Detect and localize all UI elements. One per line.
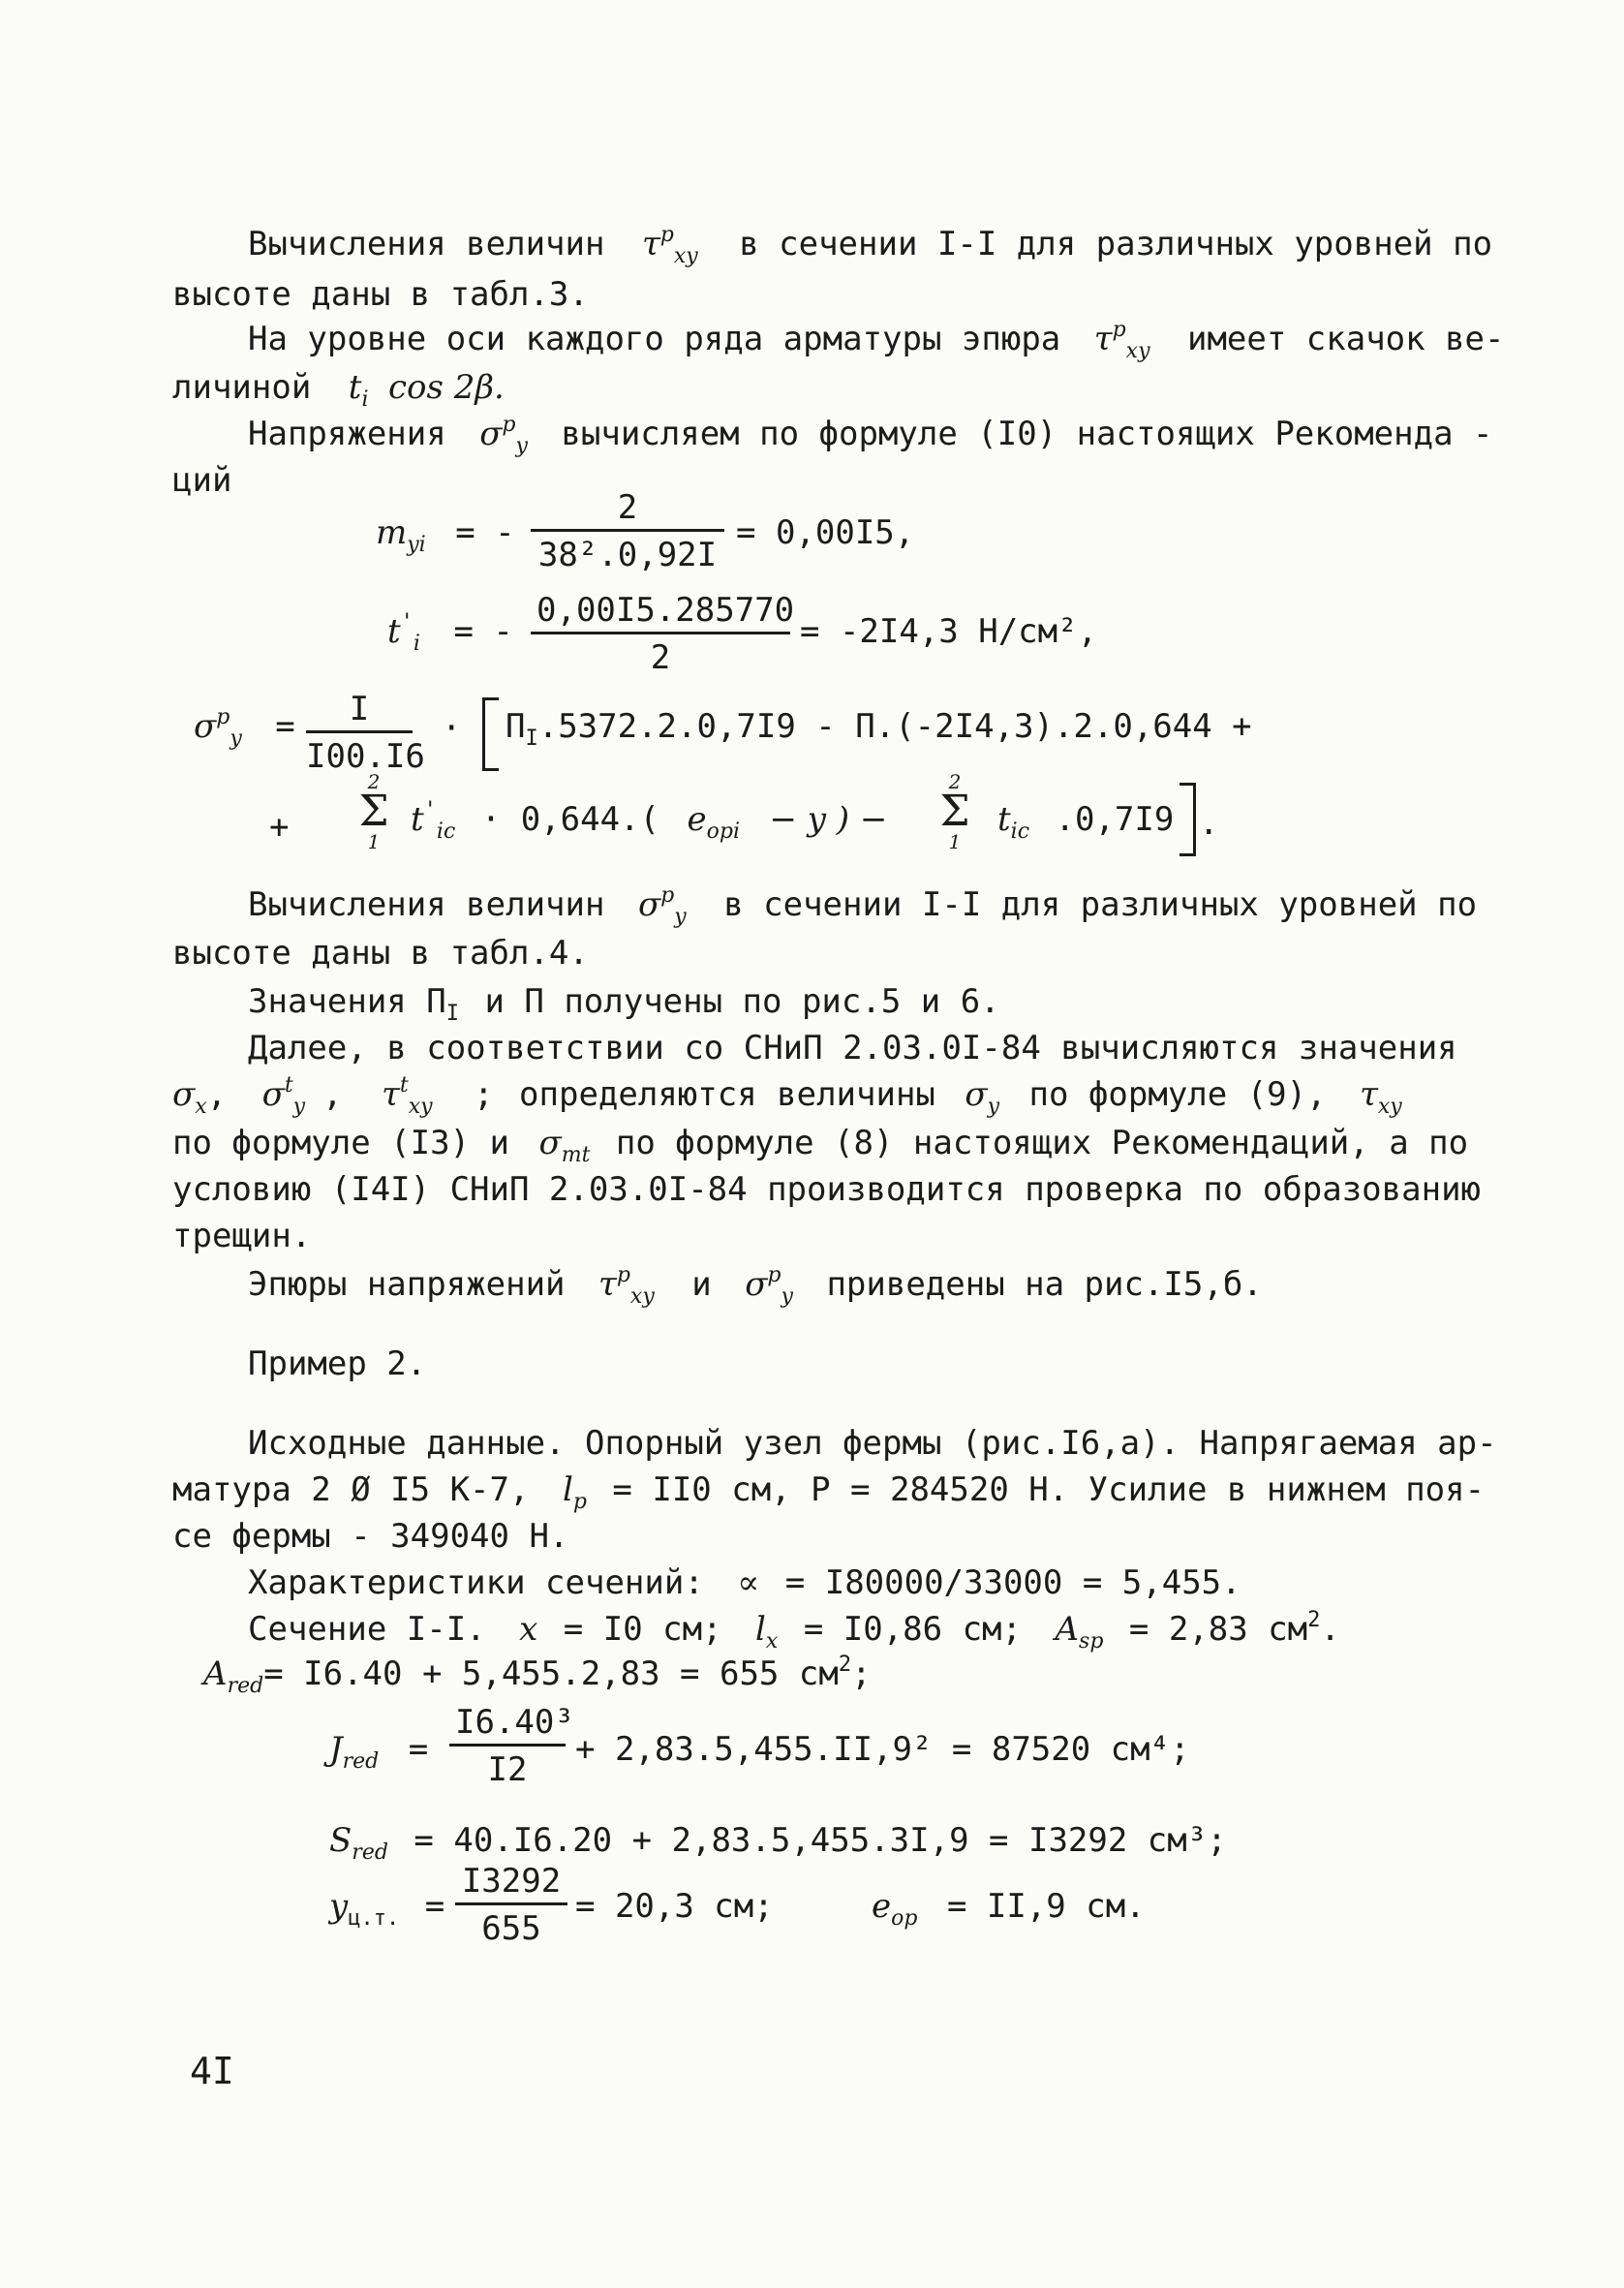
paragraph-8-line-2: матура 2 Ø I5 К-7, $l_p = II0$ см, P = 284520 Н. Усилие в нижнем поя- <box>172 1470 1486 1514</box>
denominator: 655 <box>481 1909 541 1948</box>
paragraph-3-line-2: ций <box>172 461 232 500</box>
numerator: I <box>306 690 413 733</box>
text: На уровне оси каждого ряда арматуры эпюра <box>248 320 1061 358</box>
formula-sigma-fraction <box>306 690 425 776</box>
numerator: I3292 <box>455 1862 567 1905</box>
paragraph-2-line-1 <box>248 318 1505 363</box>
paragraph-8-line-1: Исходные данные. Опорный узел фермы (рис.I6,а). Напрягаемая ар- <box>248 1424 1497 1463</box>
example-heading: Пример 2. <box>248 1345 427 1383</box>
formula-sigma-line-2: $t'_{ic} \cdot 0,644$.( $e_{opi} - y$ ) − <box>411 798 888 844</box>
formula-j-lhs: $J_{red}$ = <box>329 1730 429 1774</box>
t-i-symbol: $t_i$ <box>348 368 369 412</box>
numerator: 2 <box>531 488 724 532</box>
formula-y-fraction <box>455 1862 567 1948</box>
denominator: I2 <box>487 1750 528 1789</box>
formula-sigma-end: . <box>1199 804 1219 843</box>
paragraph-4-line-2: высоте даны в табл.4. <box>172 934 589 973</box>
page-number: 4I <box>190 2050 234 2092</box>
text: Напряжения <box>248 415 446 453</box>
paragraph-6-line-2: $\sigma_x$, $\sigma^t_y$ , $\tau^t_{xy}$ ; определяются величины $\sigma_y$ по формуле (9), $\tau_{xy}$ <box>172 1073 1402 1119</box>
text: в сечении I-I для различных уровней по <box>723 885 1478 924</box>
formula-j-result: + 2,83.5,455.II,9² = 87520 см⁴; <box>575 1730 1190 1769</box>
paragraph-7: Эпюры напряжений $\tau^p_{xy}$ и $\sigma^p_y$ приведены на рис.I5,б. <box>248 1263 1263 1309</box>
sigma-y-p-symbol: $\sigma^p_y$ <box>637 883 687 929</box>
paragraph-3-line-1 <box>248 413 1493 458</box>
text: Вычисления величин <box>248 885 605 924</box>
paragraph-11: $A_{red}= I6.40 + 5,455.2,83 = 655$ $см^2$; <box>203 1653 872 1698</box>
paragraph-6-line-3: по формуле (I3) и $\sigma_{mt}$ по формуле (8) настоящих Рекомендаций, а по <box>172 1124 1469 1167</box>
formula-m-yi-result: = 0,00I5, <box>736 513 915 552</box>
numerator: 0,00I5.285770 <box>531 591 790 634</box>
paragraph-1-line-2: высоте даны в табл.3. <box>172 275 589 314</box>
sum-1-icon: 2 Σ 1 <box>358 770 389 853</box>
formula-sigma-bracket-line-1: $П_I.5372.2.0,7I9 - П.(-2I4,3).2.0,644$ + <box>506 707 1252 751</box>
paragraph-6-line-4: условию (I4I) СНиП 2.03.0I-84 производится проверка по образованию <box>172 1170 1482 1209</box>
sum-2-icon: 2 Σ 1 <box>939 770 970 853</box>
formula-j-fraction <box>449 1703 574 1789</box>
text: cos 2β. <box>387 368 505 407</box>
formula-m-yi-fraction <box>531 488 724 574</box>
text: имеет скачок ве- <box>1186 320 1505 358</box>
sigma-y-p-symbol: $\sigma^p_y$ <box>479 413 528 458</box>
formula-t-fraction <box>531 591 795 677</box>
paragraph-10: Сечение I-I. x = I0 см; $l_x = I0,86$ см; $A_{sp} = 2,83$ $см^2$. <box>248 1608 1340 1654</box>
numerator: I6.40³ <box>449 1703 566 1747</box>
paragraph-6-line-5: трещин. <box>172 1217 312 1255</box>
formula-y-result: = 20,3 см; <box>575 1887 774 1926</box>
paragraph-1-line-1 <box>248 223 1493 268</box>
tau-xy-p-symbol: $\tau^p_{xy}$ <box>1093 318 1150 363</box>
text: Вычисления величин <box>248 225 605 263</box>
formula-s: $S_{red} = 40.I6.20 + 2,83.5,455.3I,9 = I3292$ см³; <box>329 1821 1227 1865</box>
denominator: 2 <box>650 638 671 677</box>
formula-t-result: = -2I4,3 Н/см², <box>800 612 1098 651</box>
paragraph-2-line-2 <box>172 368 505 412</box>
text: вычисляем по формуле (I0) настоящих Рекоменда - <box>561 415 1493 453</box>
formula-eop: $e_{op} = II,9$ см. <box>872 1887 1146 1931</box>
formula-sigma-lhs: $\sigma^p_y$ = <box>194 705 295 751</box>
paragraph-8-line-3: се фермы - 349040 Н. <box>172 1517 569 1556</box>
formula-sigma-line-2-tail: $t_{ic}$ .0,7I9 <box>997 800 1175 844</box>
tau-xy-p-symbol: $\tau^p_{xy}$ <box>641 223 698 268</box>
paragraph-6-line-1: Далее, в соответствии со СНиП 2.03.0I-84 вычисляются значения <box>248 1029 1457 1067</box>
formula-sigma-dot: · <box>442 709 462 748</box>
paragraph-5: Значения $П_I$ и П получены по рис.5 и 6. <box>248 982 1000 1026</box>
denominator: 38².0,92I <box>537 536 718 574</box>
paragraph-9: Характеристики сечений: ∝ = I80000/33000 = 5,455. <box>248 1563 1241 1602</box>
text: в сечении I-I для различных уровней по <box>739 225 1493 263</box>
paragraph-4-line-1 <box>248 883 1478 929</box>
formula-m-yi-lhs: $m_{yi}$ = - <box>376 513 515 557</box>
denominator: I00.I6 <box>306 737 425 776</box>
formula-t-lhs: $t'_i$ = - <box>387 610 513 656</box>
text: личиной <box>172 368 312 407</box>
formula-y-lhs: $y_{ц.т.}$ = <box>329 1887 445 1931</box>
left-square-bracket <box>482 697 499 771</box>
formula-sigma-plus: + <box>269 808 290 847</box>
right-square-bracket <box>1180 783 1196 856</box>
